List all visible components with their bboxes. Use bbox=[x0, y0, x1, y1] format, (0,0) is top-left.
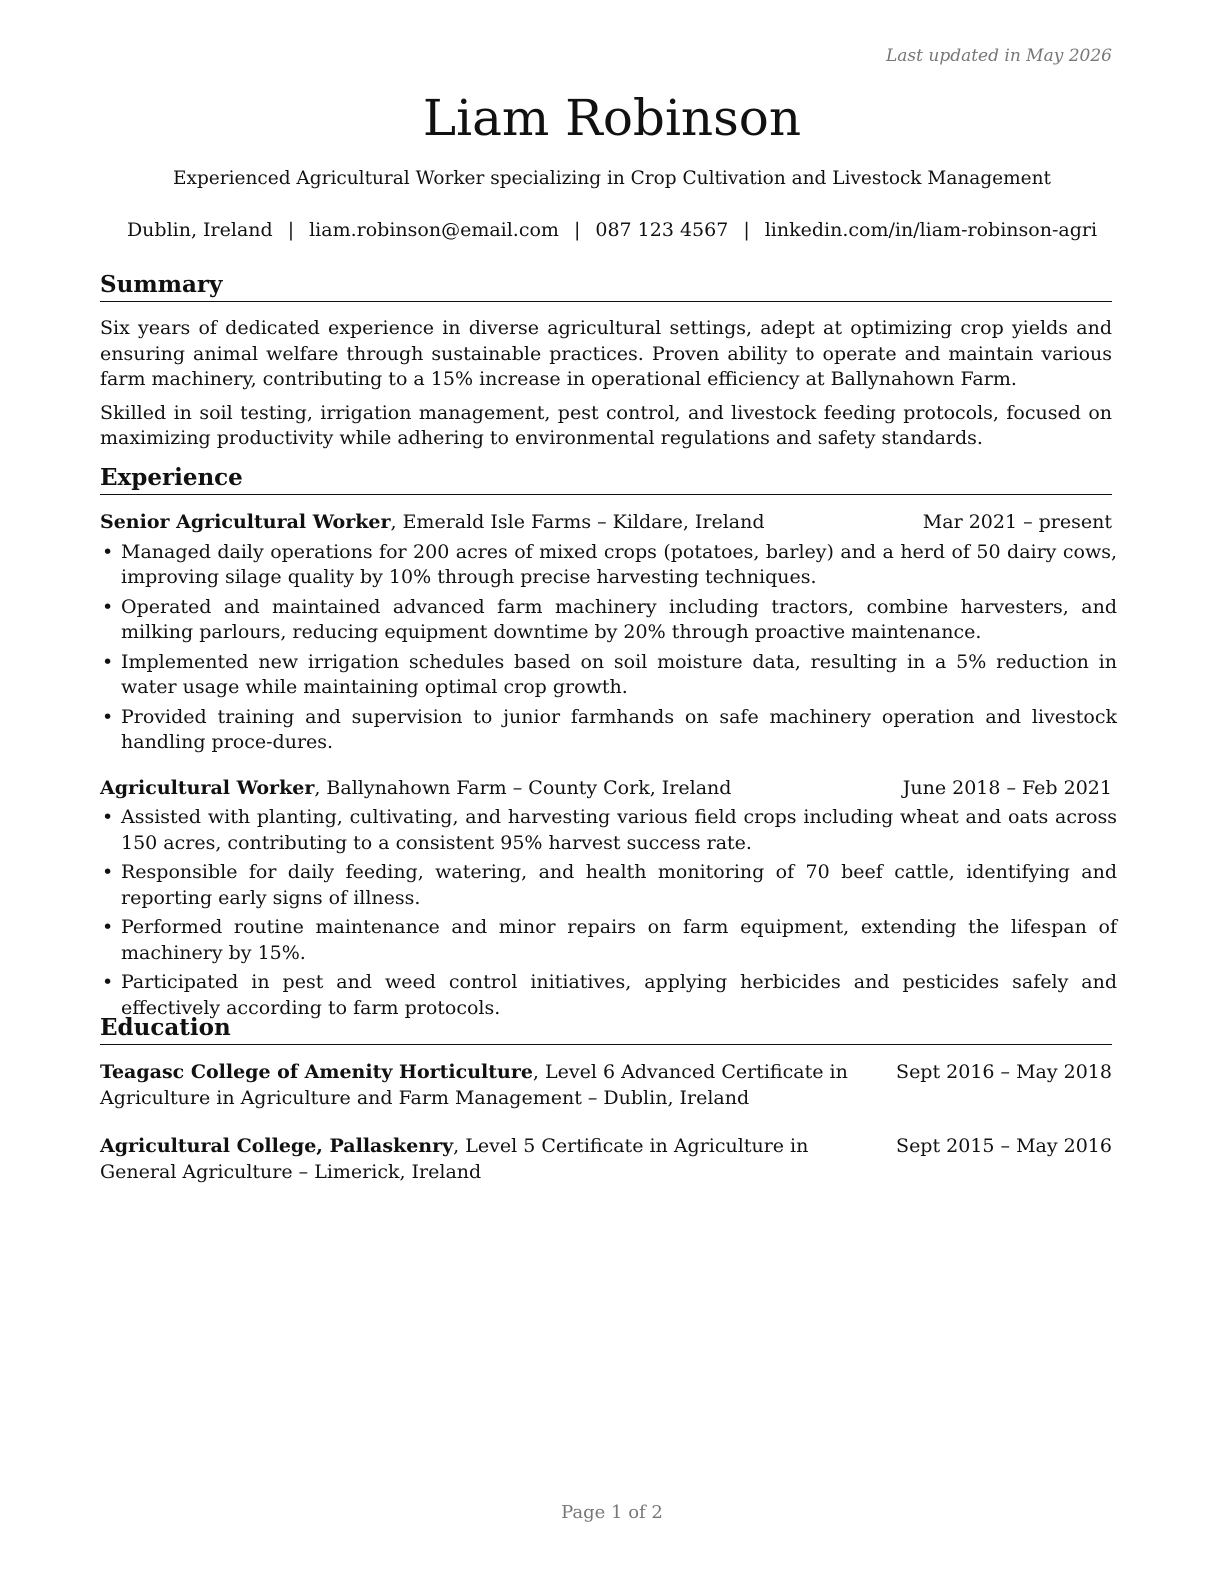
contact-separator: | bbox=[573, 219, 581, 241]
contact-linkedin[interactable]: linkedin.com/in/liam-robinson-agri bbox=[764, 219, 1098, 241]
summary-paragraph: Six years of dedicated experience in diverse agricultural settings, adept at optimizing crop yields and ensuring animal welfare through sustainable practices. Proven ability to operate and maintain various farm machinery, contributing to a 15% increase in operational efficiency at Ballynahown Farm. bbox=[100, 317, 1112, 390]
contact-phone: 087 123 4567 bbox=[595, 219, 729, 241]
contact-line bbox=[0, 218, 1224, 244]
job-bullet: • Participated in pest and weed control initiatives, applying herbicides and pesticides safely and effectively according to farm protocols. bbox=[102, 971, 1117, 1019]
job-bullet: • Managed daily operations for 200 acres of mixed crops (potatoes, barley) and a herd of 50 dairy cows, improving silage quality by 10% through precise harvesting techniques. bbox=[102, 540, 1117, 588]
job-entry bbox=[100, 776, 1117, 1022]
school-name: Agricultural College, Pallaskenry bbox=[100, 1135, 454, 1157]
job-dates: June 2018 – Feb 2021 bbox=[902, 776, 1112, 799]
summary-section bbox=[100, 271, 1112, 452]
job-role: Senior Agricultural Worker bbox=[100, 511, 391, 533]
job-bullet: • Provided training and supervision to junior farmhands on safe machinery operation and livestock handling proce-dures. bbox=[102, 705, 1117, 753]
last-updated: Last updated in May 2026 bbox=[885, 46, 1112, 66]
education-dates: Sept 2015 – May 2016 bbox=[896, 1135, 1112, 1157]
job-bullet: • Assisted with planting, cultivating, and harvesting various field crops including wheat and oats across 150 acres, contributing to a consistent 95% harvest success rate. bbox=[102, 806, 1117, 854]
education-entry bbox=[100, 1134, 1112, 1185]
candidate-name: Liam Robinson bbox=[422, 89, 802, 147]
job-bullet: • Implemented new irrigation schedules based on soil moisture data, resulting in a 5% reduction in water usage while maintaining optimal crop growth. bbox=[102, 650, 1117, 698]
education-detail: , Level 6 Advanced Certificate in Agriculture in Agriculture and Farm Management – Dublin, Ireland bbox=[100, 1061, 848, 1109]
contact-location: Dublin, Ireland bbox=[126, 219, 273, 241]
job-org: , Ballynahown Farm – County Cork, Ireland bbox=[314, 776, 732, 799]
job-role: Agricultural Worker bbox=[100, 776, 315, 799]
contact-email[interactable]: liam.robinson@email.com bbox=[309, 219, 559, 241]
contact-separator: | bbox=[743, 219, 750, 241]
education-detail: , Level 5 Certificate in Agriculture in General Agriculture – Limerick, Ireland bbox=[100, 1135, 809, 1183]
job-org: , Emerald Isle Farms – Kildare, Ireland bbox=[390, 511, 765, 533]
section-title-summary: Summary bbox=[100, 271, 1112, 302]
section-title-education: Education bbox=[100, 1014, 1112, 1045]
section-title-experience: Experience bbox=[100, 464, 1112, 495]
job-entry bbox=[100, 510, 1117, 756]
job-dates: Mar 2021 – present bbox=[922, 511, 1112, 533]
page-number: Page 1 of 2 bbox=[561, 1502, 663, 1523]
education-dates: Sept 2016 – May 2018 bbox=[896, 1061, 1112, 1083]
contact-separator: | bbox=[287, 219, 295, 241]
education-section bbox=[100, 1014, 1112, 1185]
education-entry bbox=[100, 1060, 1112, 1111]
job-bullet: • Performed routine maintenance and minor repairs on farm equipment, extending the lifespan of machinery by 15%. bbox=[102, 916, 1117, 964]
tagline: Experienced Agricultural Worker specializing in Crop Cultivation and Livestock Management bbox=[173, 168, 1051, 189]
job-bullet: • Operated and maintained advanced farm machinery including tractors, combine harvesters, and milking parlours, reducing equipment downtime by 20% through proactive maintenance. bbox=[102, 595, 1117, 643]
summary-paragraph: Skilled in soil testing, irrigation management, pest control, and livestock feeding protocols, focused on maximizing productivity while adhering to environmental regulations and safety standards. bbox=[100, 401, 1112, 449]
job-bullet: • Responsible for daily feeding, watering, and health monitoring of 70 beef cattle, identifying and reporting early signs of illness. bbox=[102, 861, 1117, 909]
school-name: Teagasc College of Amenity Horticulture bbox=[100, 1061, 533, 1083]
experience-section bbox=[100, 464, 1117, 1025]
